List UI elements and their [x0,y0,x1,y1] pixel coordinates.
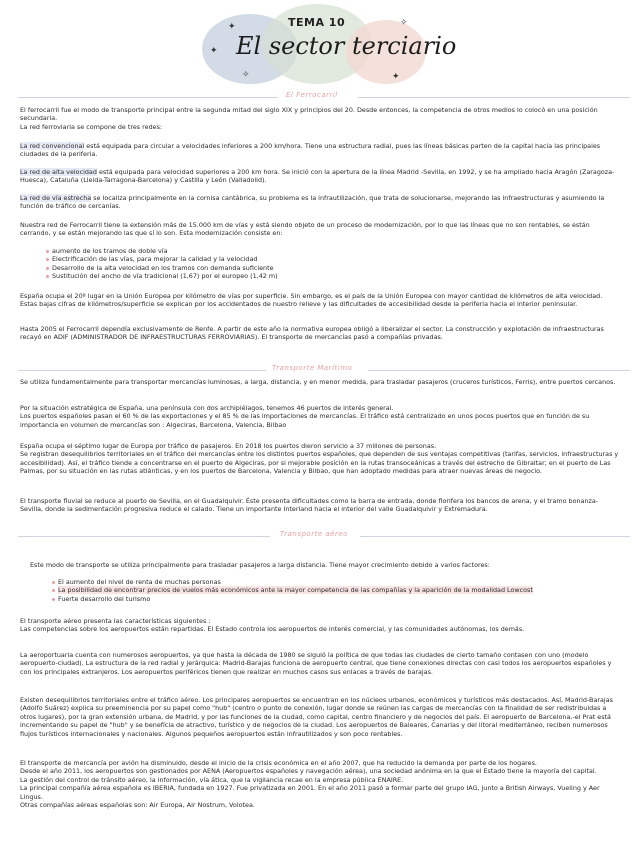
star-decoration: ✦ [210,46,218,56]
list-item: Electrificación de las vías, para mejorar la calidad y la velocidad [46,255,278,263]
factores-list [52,578,533,603]
page-header [0,0,636,92]
highlight: La red de alta velocidad [20,168,97,176]
page-title: El sector terciario [236,32,457,60]
paragraph: Nuestra red de Ferrocarril tiene la extensión más de 15.000 km de vías y está siendo objeto de un proceso de modernización, por lo que las líneas que no son rentables, se están cerrando, y se están mejorando las que sí lo son. Esta modernización consiste en: [20,221,590,238]
star-decoration: ✧ [400,18,408,28]
list-item: El aumento del nivel de renta de muchas personas [52,578,533,586]
section-title: Transporte Marítimo [272,364,353,372]
paragraph: Por la situación estratégica de España, una península con dos archipiélagos, tenemos 46 puertos de interés general. Los puertos españoles pasan el 60 % de las exportaciones y el 85 % de las importaciones de mercancías. El tráfico está centralizado en unos pocos puertos que en función de su importancia en volumen de mercancías son : Algeciras, Barcelona, Valencia, Bilbao [20,404,590,429]
paragraph: El ferrocarril fue el modo de transporte principal entre la segunda mitad del siglo XIX y principios del 20. Desde entonces, la competencia de otros medios lo colocó en una posición secundaria. La red ferroviaria se compone de tres redes: [20,106,598,131]
paragraph: El transporte fluvial se reduce al puerto de Sevilla, en el Guadalquivir. Éste presenta dificultades como la barra de entrada, donde florifera los bancos de arena, y el tramo bonanza-Sevilla, donde la sedimentación progresiva reduce el calado. Tiene un importante Interland hacia el interior del valle Guadalquivir y Extremadura. [20,497,599,514]
tema-label: TEMA 10 [288,16,346,29]
star-decoration: ✦ [392,72,400,82]
paragraph: Este modo de transporte se utiliza principalmente para trasladar pasajeros a larga distancia. Tiene mayor crecimiento debido a varios factores: [30,561,490,569]
section-title: El Ferrocarril [286,91,338,99]
list-item: Sustitución del ancho de vía tradicional (1,67) por el europeo (1,42 m) [46,272,278,280]
paragraph: El transporte aéreo presenta las características siguientes : Las competencias sobre los aeropuertos están repartidas. El Estado controla los aeropuertos de interés comercial, y las comunidades autónomas, los demás. [20,617,525,634]
paragraph: El transporte de mercancía por avión ha disminuido, desde el inicio de la crisis económica en el año 2007, que ha reducido la demanda por parte de los hogares. Desde el año 2011, los aeropuertos son gestionados por AENA (Aeropuertos españoles y navegación aérea), una sociedad anónima en la que el Estado tiene la mayoría del capital. La gestión del control de tránsito aéreo, la información, vía ática, que la vigilancia recae en la empresa pública ENAIRE. La principal compañía aérea española es IBERIA, fundada en 1927. Fue privatizada en 2001. En el año 2011 pasó a formar parte del grupo IAG, junto a British Airways, Vueling y Aer Lingus. Otras compañías aéreas españolas son: Air Europa, Air Nostrum, Volotea. [20,759,600,810]
highlight: La red de vía estrecha [20,194,92,202]
paragraph: Se utiliza fundamentalmente para transportar mercancías luminosas, a larga, distancia, y en menor medida, para trasladar pasajeros (cruceros turísticos, Ferris), entre puertos cercanos. [20,378,616,386]
highlight: La red convencional [20,142,85,150]
section-header-aereo [18,530,630,542]
list-item: Fuerte desarrollo del turismo [52,595,533,603]
list-item: Desarrollo de la alta velocidad en los tramos con demanda suficiente [46,264,278,272]
paragraph: Hasta 2005 el Ferrocarril dependía exclusivamente de Renfe. A partir de este año la normativa europea obligó a liberalizar el sector. La construcción y explotación de infraestructuras recayó en ADIF (ADMINISTRADOR DE INFRAESTRUCTURAS FERROVIARIAS). El transporte de mercancías pasó a compañías privadas. [20,325,604,342]
modernizacion-list [46,247,278,281]
star-decoration: ✦ [228,22,236,32]
paragraph-red-convencional: La red convencional está equipada para circular a velocidades inferiores a 200 km/hora. Tiene una estructura radial, pues las líneas básicas parten de la capital hacia las principales ciudades de la periferia. [20,142,601,159]
section-header-maritimo [18,364,630,376]
paragraph-alta-velocidad: La red de alta velocidad está equipada para velocidad superiores a 200 km hora. Se inició con la apertura de la línea Madrid -Sevilla, en 1992, y se ha ampliado hacia Aragón (Zaragoza-Huesca), Cataluña (Lleida-Tarragona-Barcelona) y Castilla y León (Valladolid). [20,168,615,185]
list-item: aumento de los tramos de doble vía [46,247,278,255]
paragraph: España ocupa el séptimo lugar de Europa por tráfico de pasajeros. En 2018 los puertos dieron servicio a 37 millones de personas. Se registran desequilibrios territoriales en el tráfico del mercancías entre los distintos puertos españoles, que dependen de sus ventajas competitivas (tarifas, servicios, infraestructuras y accesibilidad). Así, el tráfico tiende a concentrarse en el puerto de Algeciras, por si mejorable posición en la rutas transoceánicas a través del estrecho de Gibraltar; en el puerto de Las Palmas, por su situación en las rutas atlánticas, y en los puertos de Barcelona, Valencia y Bilbao, que han adoptado medidas para atraer nuevas áreas de negocio. [20,442,619,476]
paragraph: La aeroportuaria cuenta con numerosos aeropuertos, ya que hasta la década de 1980 se siguió la política de que todas las ciudades de cierto tamaño contasen con uno (modelo aeropuerto-ciudad). La estructura de la red radial y jerárquica: Madrid-Barajas funciona de aeropuerto central, que tiene conexiones directas con casi todos los aeropuertos españoles y con los principales extranjeros. Los aeropuertos periféricos tienen que realizar en muchos casos sus enlaces a través de barajas. [20,651,612,676]
list-item: La posibilidad de encontrar precios de vuelos más económicos ante la mayor competencia de las compañías y la aparición de la modalidad Lowcost [52,586,533,594]
paragraph-via-estrecha: La red de vía estrecha se localiza principalmente en la cornisa cantábrica, su problema es la infrautilización, que trata de solucionarse, mejorando las infraestructuras y asumiendo la función de tráfico de cercanías. [20,194,605,211]
paragraph: Existen desequilibrios territoriales entre el tráfico aéreo. Los principales aeropuertos se encuentran en los núcleos urbanos, económicos y turísticos más destacados. Así, Madrid-Barajas (Adolfo Suárez) explica su preeminencia por su papel como "hub" (centro o punto de conexión, lugar donde se reúnen las cargas de mercancías con la finalidad de ser redistribuidas a otros lugares), por la gran extensión urbana, de Madrid, y por las funciones de la ciudad, como capital, centro financiero y de negocios del país. El aeropuerto de Barcelona.-el Prat está incrementando su papel de "hub" y se benefícia de atractivo, turístico y de negocios de la ciudad. Los aeropuertos de Baleares, Canarias y del litoral mediterráneo, reciben numerosos flujos turísticos internacionales y nacionales. Algunos pequeños aeropuertos están infrautilizados y son poco rentables. [20,696,613,738]
star-decoration: ✧ [242,70,250,80]
paragraph: España ocupa el 20º lugar en la Unión Europea por kilómetro de vías por superficie. Sin embargo, es el país de la Unión Europea con mayor cantidad de kilómetros de alta velocidad. Estas bajas cifras de kilómetros/superficie se explican por los accidentados de nuestro relieve y las dificultades de accesibilidad desde la periferia hacia el interior peninsular. [20,292,603,309]
section-header-ferrocarril [18,91,630,103]
section-title: Transporte aéreo [280,530,348,538]
